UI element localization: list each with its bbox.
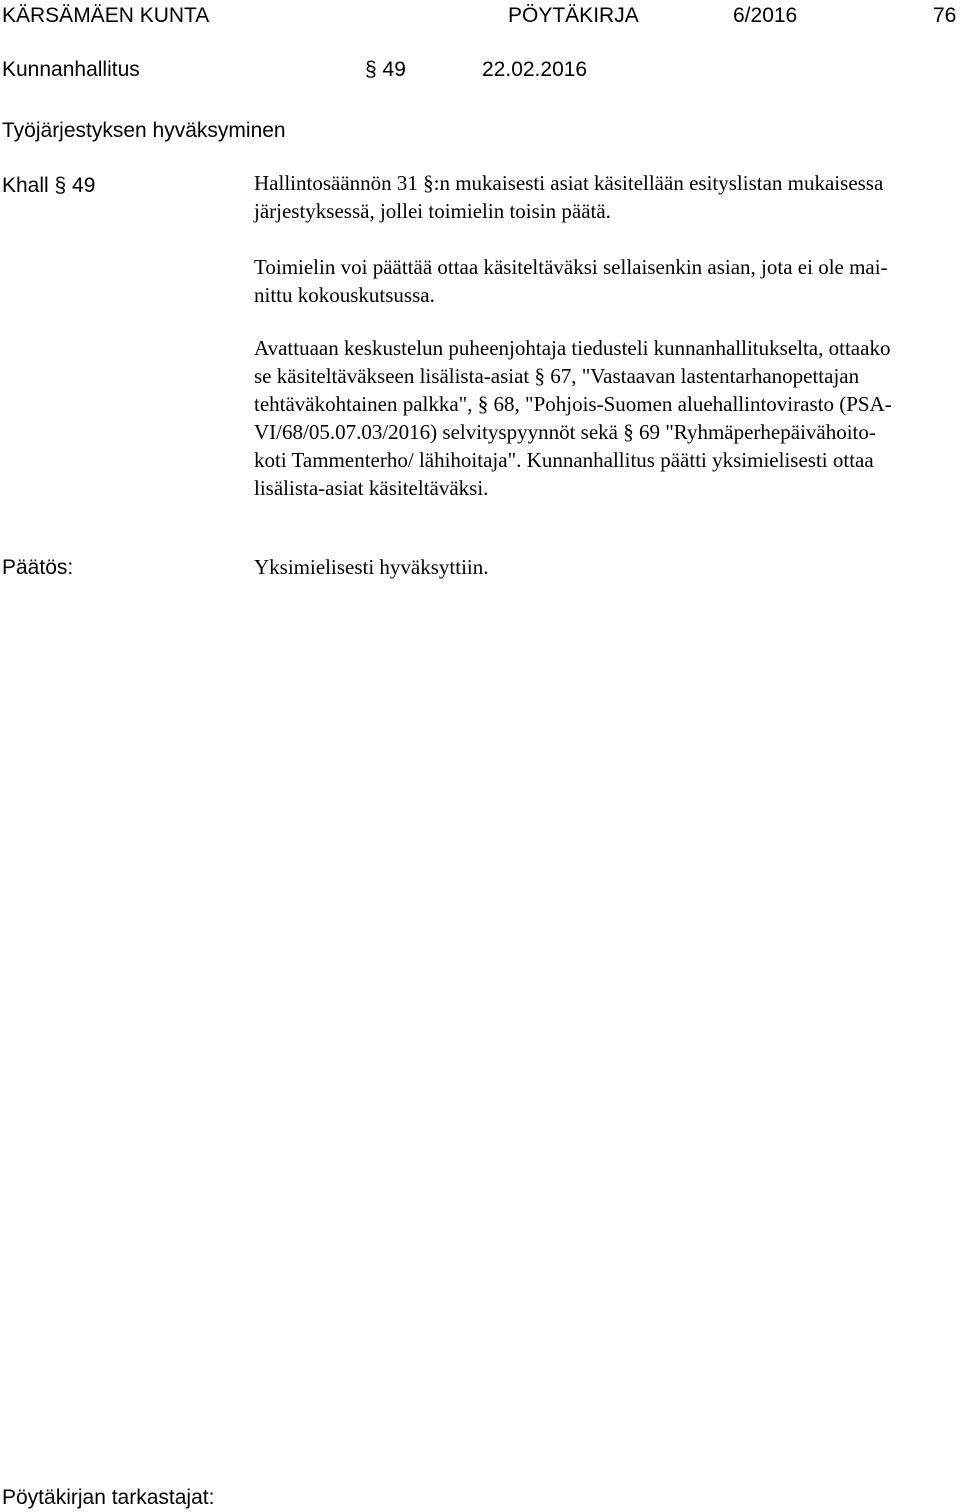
document-type: PÖYTÄKIRJA <box>508 4 639 27</box>
paragraph-line: Toimielin voi päättää ottaa käsiteltäväksi sellaisenkin asian, jota ei ole mai- <box>254 255 888 279</box>
decision-text: Yksimielisesti hyväksyttiin. <box>254 555 489 579</box>
organization-name: KÄRSÄMÄEN KUNTA <box>2 4 210 27</box>
paragraph-line: järjestyksessä, jollei toimielin toisin päätä. <box>254 199 611 223</box>
document-number: 6/2016 <box>733 4 798 27</box>
meeting-body: Kunnanhallitus <box>2 58 140 81</box>
paragraph-line: VI/68/05.07.03/2016) selvityspyynnöt sekä § 69 "Ryhmäperhepäivähoito- <box>254 420 876 444</box>
paragraph-line: Hallintosäännön 31 §:n mukaisesti asiat käsitellään esityslistan mukaisessa <box>254 171 884 195</box>
body-paragraph-3 <box>254 334 958 502</box>
decision-label: Päätös: <box>2 556 74 579</box>
paragraph-line: Avattuaan keskustelun puheenjohtaja tiedusteli kunnanhallitukselta, ottaako <box>254 336 891 360</box>
paragraph-line: se käsiteltäväkseen lisälista-asiat § 67, "Vastaavan lastentarhanopettajan <box>254 364 860 388</box>
item-title: Työjärjestyksen hyväksyminen <box>2 119 286 142</box>
body-paragraph-2 <box>254 253 958 309</box>
meeting-section: § 49 <box>365 58 406 81</box>
paragraph-line: tehtäväkohtainen palkka", § 68, "Pohjois-Suomen aluehallintovirasto (PSA- <box>254 392 892 416</box>
item-reference: Khall § 49 <box>2 174 96 197</box>
reviewers-label: Pöytäkirjan tarkastajat: <box>2 1486 215 1509</box>
meeting-date: 22.02.2016 <box>482 58 588 81</box>
body-paragraph-1 <box>254 169 958 225</box>
paragraph-line: koti Tammenterho/ lähihoitaja". Kunnanhallitus päätti yksimielisesti ottaa <box>254 448 874 472</box>
paragraph-line: lisälista-asiat käsiteltäväksi. <box>254 476 489 500</box>
page-number: 76 <box>933 4 957 27</box>
paragraph-line: nittu kokouskutsussa. <box>254 283 435 307</box>
